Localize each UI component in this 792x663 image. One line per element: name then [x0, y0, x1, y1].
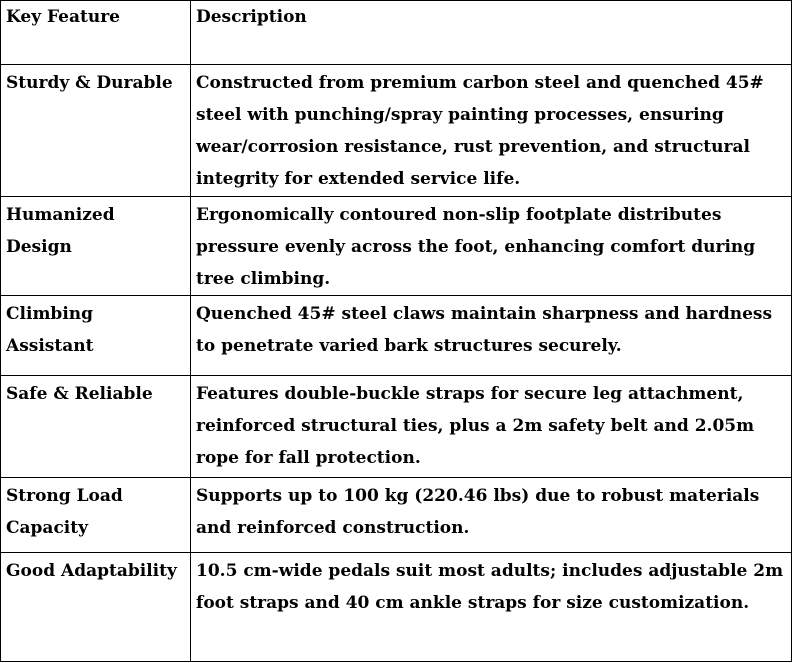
feature-cell: Climbing Assistant — [1, 296, 191, 376]
description-cell: 10.5 cm-wide pedals suit most adults; includes adjustable 2m foot straps and 40 cm ankle straps for size customization. — [191, 553, 792, 662]
table-row — [1, 553, 792, 662]
description-cell: Features double-buckle straps for secure leg attachment, reinforced structural ties, plus a 2m safety belt and 2.05m rope for fall protection. — [191, 376, 792, 478]
description-cell: Constructed from premium carbon steel and quenched 45# steel with punching/spray painting processes, ensuring wear/corrosion resistance, rust prevention, and structural integrity for extended service life. — [191, 65, 792, 197]
table-row — [1, 296, 792, 376]
description-cell: Quenched 45# steel claws maintain sharpness and hardness to penetrate varied bark structures securely. — [191, 296, 792, 376]
header-description: Description — [191, 1, 792, 65]
table-row — [1, 65, 792, 197]
table-row — [1, 197, 792, 296]
description-cell: Supports up to 100 kg (220.46 lbs) due to robust materials and reinforced construction. — [191, 478, 792, 553]
feature-cell: Safe & Reliable — [1, 376, 191, 478]
table-row — [1, 478, 792, 553]
feature-cell: Strong Load Capacity — [1, 478, 191, 553]
header-key-feature: Key Feature — [1, 1, 191, 65]
feature-cell: Good Adaptability — [1, 553, 191, 662]
feature-cell: Humanized Design — [1, 197, 191, 296]
table-row — [1, 376, 792, 478]
header-row — [1, 1, 792, 65]
description-cell: Ergonomically contoured non-slip footplate distributes pressure evenly across the foot, enhancing comfort during tree climbing. — [191, 197, 792, 296]
feature-cell: Sturdy & Durable — [1, 65, 191, 197]
